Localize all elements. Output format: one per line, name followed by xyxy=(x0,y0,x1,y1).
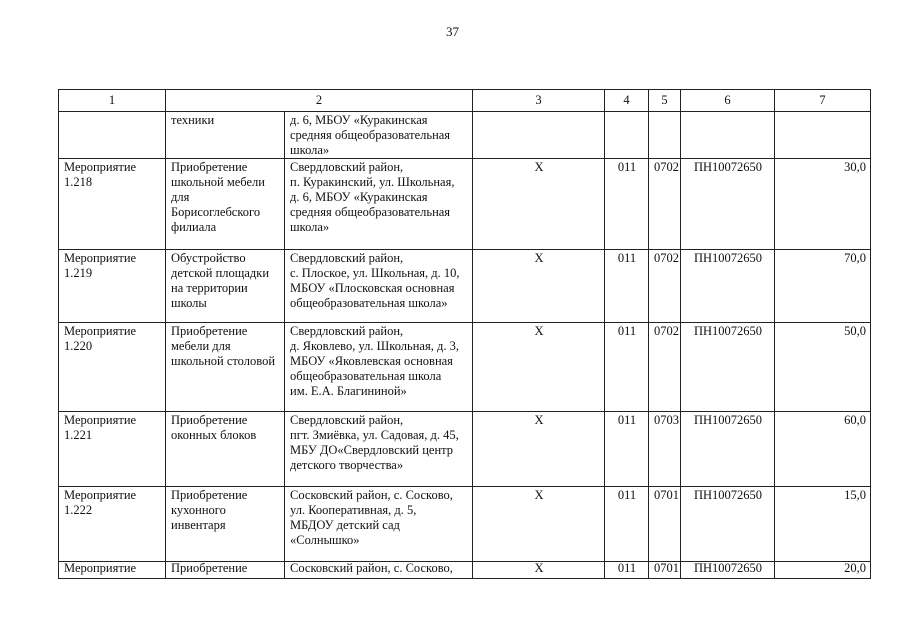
event-cell xyxy=(59,562,166,579)
amount-cell: 60,0 xyxy=(775,412,871,487)
target-cell: ПН10072650 xyxy=(681,250,775,323)
code-text: 011 xyxy=(617,561,637,575)
target-cell xyxy=(681,112,775,159)
code-cell xyxy=(605,562,649,579)
column-header-4: 4 xyxy=(605,90,649,112)
event-text: Мероприятие 1.218 xyxy=(64,160,137,189)
address-text: д. 6, МБОУ «Куракинская средняя общеобразовательная школа» xyxy=(290,113,451,157)
target-cell: ПН10072650 xyxy=(681,159,775,250)
address-cell xyxy=(285,323,473,412)
name-cell xyxy=(166,159,285,250)
address-cell xyxy=(285,250,473,323)
amount-cell: 30,0 xyxy=(775,159,871,250)
event-cell xyxy=(59,159,166,250)
amount-cell: 15,0 xyxy=(775,487,871,562)
x-cell: Х xyxy=(473,323,605,412)
address-text: Свердловский район, пгт. Змиёвка, ул. Садовая, д. 45, МБУ ДО«Свердловский центр детского творчества» xyxy=(290,413,459,472)
column-header-2: 2 xyxy=(166,90,473,112)
section-cell: 0702 xyxy=(649,323,681,412)
code-cell: 011 xyxy=(605,487,649,562)
name-text: техники xyxy=(171,113,215,127)
x-cell: Х xyxy=(473,250,605,323)
column-header-3: 3 xyxy=(473,90,605,112)
target-text: ПН10072650 xyxy=(693,561,763,575)
address-cell xyxy=(285,412,473,487)
address-text: Свердловский район, д. Яковлево, ул. Школьная, д. 3, МБОУ «Яковлевская основная общеобразовательная школа им. Е.А. Благининой» xyxy=(290,324,459,398)
budget-table xyxy=(58,89,871,579)
section-cell xyxy=(649,562,681,579)
header-row xyxy=(59,90,871,112)
name-text: Приобретение школьной мебели для Борисоглебского филиала xyxy=(171,160,265,234)
name-text: Приобретение кухонного инвентаря xyxy=(171,488,248,532)
address-text: Сосковский район, с. Сосково, ул. Кооперативная, д. 5, МБДОУ детский сад «Солнышко» xyxy=(290,488,453,547)
address-cell xyxy=(285,159,473,250)
event-text: Мероприятие 1.220 xyxy=(64,324,137,353)
target-cell: ПН10072650 xyxy=(681,487,775,562)
event-text: Мероприятие 1.219 xyxy=(64,251,137,280)
x-cell xyxy=(473,112,605,159)
x-cell: Х xyxy=(473,412,605,487)
name-text: Приобретение xyxy=(171,561,248,575)
table-row xyxy=(59,412,871,487)
page-number: 37 xyxy=(446,24,459,39)
table-row xyxy=(59,487,871,562)
target-cell: ПН10072650 xyxy=(681,412,775,487)
x-cell xyxy=(473,562,605,579)
address-cell xyxy=(285,112,473,159)
x-cell: Х xyxy=(473,159,605,250)
amount-text: 20,0 xyxy=(844,561,866,575)
code-cell: 011 xyxy=(605,159,649,250)
x-text: Х xyxy=(534,561,544,575)
amount-cell: 50,0 xyxy=(775,323,871,412)
address-cell xyxy=(285,487,473,562)
name-cell xyxy=(166,487,285,562)
table-row xyxy=(59,562,871,579)
address-text: Сосковский район, с. Сосково, xyxy=(290,561,453,575)
column-header-6: 6 xyxy=(681,90,775,112)
section-cell: 0702 xyxy=(649,250,681,323)
section-text: 0701 xyxy=(654,561,679,575)
event-text: Мероприятие 1.221 xyxy=(64,413,137,442)
event-cell xyxy=(59,323,166,412)
name-cell xyxy=(166,412,285,487)
table-row xyxy=(59,159,871,250)
amount-cell xyxy=(775,112,871,159)
column-header-1: 1 xyxy=(59,90,166,112)
address-text: Свердловский район, п. Куракинский, ул. Школьная, д. 6, МБОУ «Куракинская средняя общеобразовательная школа» xyxy=(290,160,455,234)
target-cell xyxy=(681,562,775,579)
code-cell xyxy=(605,112,649,159)
name-text: Приобретение оконных блоков xyxy=(171,413,257,442)
section-cell: 0702 xyxy=(649,159,681,250)
event-cell xyxy=(59,250,166,323)
table-row xyxy=(59,112,871,159)
section-cell: 0701 xyxy=(649,487,681,562)
name-cell xyxy=(166,562,285,579)
table-row xyxy=(59,323,871,412)
amount-cell: 70,0 xyxy=(775,250,871,323)
name-text: Приобретение мебели для школьной столовой xyxy=(171,324,276,368)
code-cell: 011 xyxy=(605,412,649,487)
event-cell xyxy=(59,412,166,487)
table-row xyxy=(59,250,871,323)
code-cell: 011 xyxy=(605,250,649,323)
column-header-5: 5 xyxy=(649,90,681,112)
column-header-7: 7 xyxy=(775,90,871,112)
section-cell xyxy=(649,112,681,159)
target-cell: ПН10072650 xyxy=(681,323,775,412)
name-cell xyxy=(166,112,285,159)
amount-cell xyxy=(775,562,871,579)
address-cell xyxy=(285,562,473,579)
event-text: Мероприятие xyxy=(64,561,137,575)
section-cell: 0703 xyxy=(649,412,681,487)
event-cell xyxy=(59,112,166,159)
code-cell: 011 xyxy=(605,323,649,412)
name-cell xyxy=(166,250,285,323)
name-text: Обустройство детской площадки на территории школы xyxy=(171,251,270,310)
event-text: Мероприятие 1.222 xyxy=(64,488,137,517)
event-cell xyxy=(59,487,166,562)
x-cell: Х xyxy=(473,487,605,562)
address-text: Свердловский район, с. Плоское, ул. Школьная, д. 10, МБОУ «Плосковская основная общеобразовательная школа» xyxy=(290,251,460,310)
name-cell xyxy=(166,323,285,412)
